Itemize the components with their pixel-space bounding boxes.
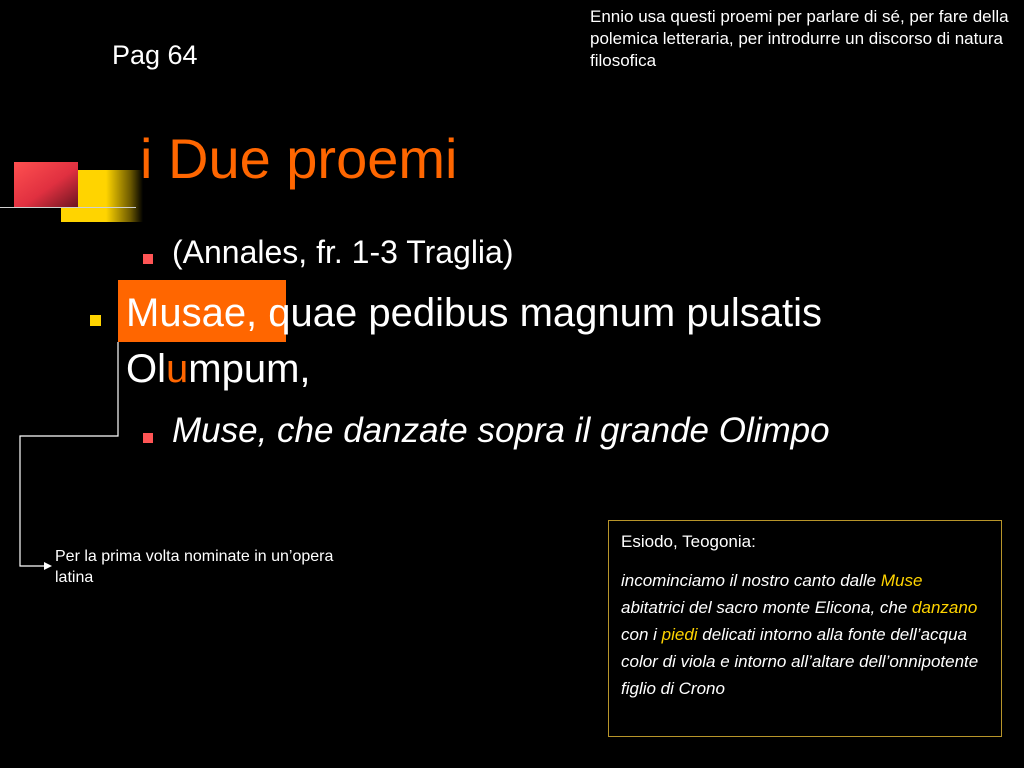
latin-verse-rest: quae pedibus magnum pulsatis [257, 291, 822, 335]
quote-text-1: incominciamo il nostro canto dalle [621, 571, 881, 590]
quote-highlight-muse: Muse [880, 571, 923, 590]
latin-olumpum-a: Ol [126, 347, 166, 391]
quote-text-3: con i [621, 625, 662, 644]
bottom-note: Per la prima volta nominate in un’opera latina [55, 548, 334, 586]
latin-olumpum-highlight: u [166, 347, 189, 391]
quote-text-2: abitatrici del sacro monte Elicona, che [621, 598, 913, 617]
quote-title: Esiodo, Teogonia: [621, 532, 756, 551]
quote-highlight-piedi: piedi [661, 625, 698, 644]
hesiod-quote-box [608, 520, 1002, 737]
italian-translation: Muse, che danzate sopra il grande Olimpo [172, 411, 830, 450]
top-note: Ennio usa questi proemi per parlare di sé, per fare della polemica letteraria, per introdurre un discorso di natura filosofica [590, 7, 1009, 70]
quote-highlight-danzano: danzano [912, 598, 978, 617]
source-reference: (Annales, fr. 1-3 Traglia) [172, 234, 514, 270]
latin-highlight-word: Musae, [126, 291, 258, 335]
quote-body [621, 567, 981, 702]
latin-olumpum-c: mpum, [188, 347, 311, 391]
slide-title: i Due proemi [140, 127, 458, 190]
quote-text-4: delicati intorno alla fonte dell’acqua color di viola e intorno all’altare dell’onnipotente figlio di Crono [621, 625, 979, 698]
page-number: Pag 64 [112, 40, 198, 70]
